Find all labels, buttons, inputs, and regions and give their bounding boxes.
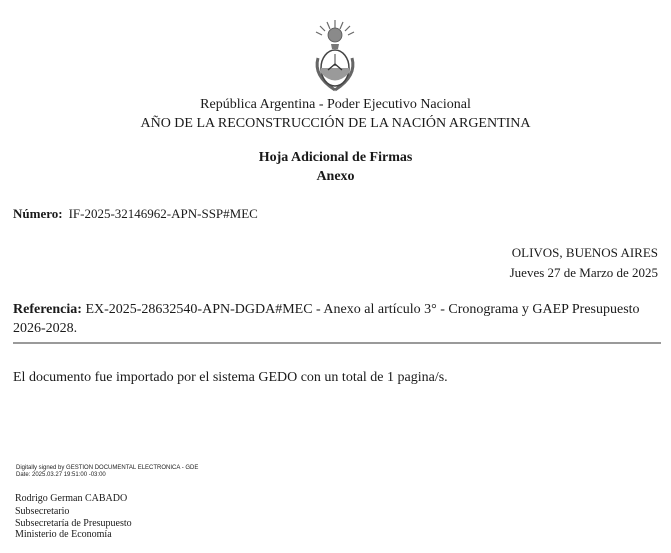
digital-signature-date: Date: 2025.03.27 19:51:00 -03:00 [16, 472, 106, 478]
signer-name: Rodrigo German CABADO [15, 493, 128, 504]
document-title: Hoja Adicional de Firmas [258, 150, 413, 165]
header-line-1: República Argentina - Poder Ejecutivo Nacional [200, 97, 471, 112]
document-date: Jueves 27 de Marzo de 2025 [509, 265, 658, 280]
header-line-2: AÑO DE LA RECONSTRUCCIÓN DE LA NACIÓN ARGENTINA [140, 116, 531, 131]
signer-role: Subsecretario [15, 506, 70, 517]
document-place: OLIVOS, BUENOS AIRES [511, 245, 658, 260]
body-text: El documento fue importado por el sistema GEDO con un total de 1 pagina/s. [13, 370, 448, 385]
document-subtitle: Anexo [316, 169, 355, 184]
reference [13, 300, 653, 338]
signer-unit: Subsecretaría de Presupuesto [15, 518, 132, 529]
national-coat-of-arms-icon [309, 18, 361, 94]
signer-ministry: Ministerio de Economía [15, 529, 112, 540]
document-number [13, 206, 258, 222]
divider [13, 342, 661, 344]
document-number-value: IF-2025-32146962-APN-SSP#MEC [68, 206, 258, 221]
reference-label: Referencia: [13, 302, 82, 317]
reference-value: EX-2025-28632540-APN-DGDA#MEC - Anexo al artículo 3° - Cronograma y GAEP Presupuesto 2026-2028. [13, 302, 640, 336]
document-number-label: Número: [13, 206, 63, 221]
digital-signature-line-1: Digitally signed by GESTION DOCUMENTAL ELECTRONICA - GDE [16, 465, 199, 471]
